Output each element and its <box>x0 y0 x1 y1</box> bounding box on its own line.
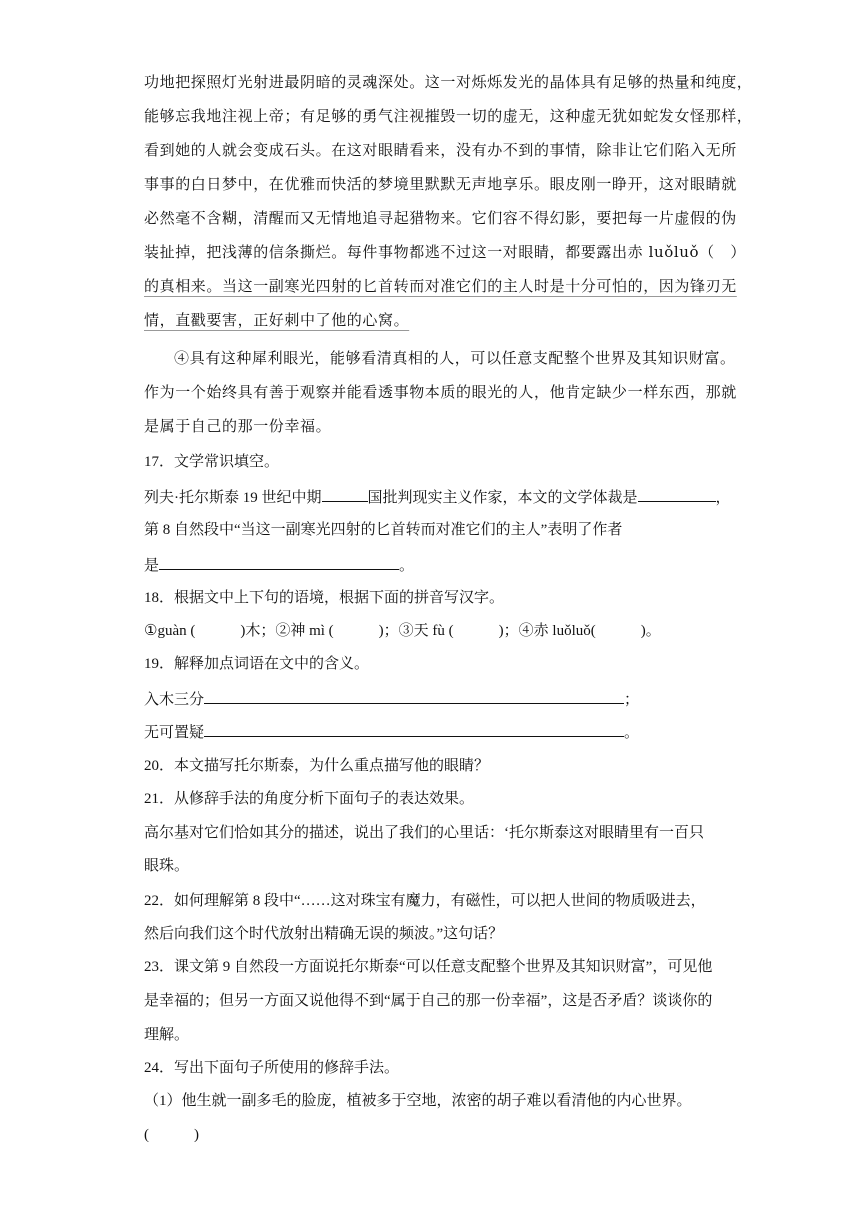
question-22-line-2: 然后向我们这个时代放射出精确无误的频波。”这句话？ <box>144 926 504 942</box>
paragraph-4-line: ④具有这种犀利眼光，能够看清真相的人，可以任意支配整个世界及其知识财富。 <box>174 349 736 367</box>
passage-line: 看到她的人就会变成石头。在这对眼睛看来，没有办不到的事情，除非让它们陷入无所 <box>144 141 737 159</box>
passage-line: 功地把探照灯光射进最阴暗的灵魂深处。这一对烁烁发光的晶体具有足够的热量和纯度， <box>144 73 753 91</box>
q17-text-c: ， <box>715 490 731 506</box>
paragraph-4-line: 作为一个始终具有善于观察并能看透事物本质的眼光的人，他肯定缺少一样东西，那就 <box>144 383 737 401</box>
q19-term-a: 入木三分 <box>144 692 205 708</box>
q17-text-d: 是 <box>144 558 160 574</box>
q17-text-a: 列夫·托尔斯泰 19 世纪中期 <box>144 490 322 506</box>
q17-blank-genre[interactable] <box>638 487 716 502</box>
question-17-line-1 <box>144 487 731 508</box>
question-21-title: 21．从修辞手法的角度分析下面句子的表达效果。 <box>144 791 475 807</box>
question-17-title: 17．文学常识填空。 <box>144 454 280 470</box>
question-17-line-2: 第 8 自然段中“当这一副寒光四射的匕首转而对准它们的主人”表明了作者 <box>144 522 623 538</box>
q19-term-b: 无可置疑 <box>144 725 205 741</box>
q19-blank-a[interactable] <box>204 689 624 704</box>
question-21-line-1: 高尔基对它们恰如其分的描述，说出了我们的心里话：‘托尔斯泰这对眼睛里有一百只 <box>144 825 704 841</box>
question-24-title: 24．写出下面句子所使用的修辞手法。 <box>144 1060 400 1076</box>
q17-blank-author[interactable] <box>159 555 399 570</box>
passage-line-underlined: 情，直戳要害，正好刺中了他的心窝。 <box>144 311 410 329</box>
question-18-title: 18．根据文中上下句的语境，根据下面的拼音写汉字。 <box>144 590 505 606</box>
q17-text-b: 国批判现实主义作家，本文的文学体裁是 <box>367 490 638 506</box>
question-21-line-2: 眼珠。 <box>144 858 190 874</box>
question-23-line-3: 理解。 <box>144 1027 190 1043</box>
question-23-line-1: 23．课文第 9 自然段一方面说托尔斯泰“可以任意支配整个世界及其知识财富”，可见他 <box>144 959 713 975</box>
question-22-line-1: 22．如何理解第 8 段中“……这对珠宝有魔力，有磁性，可以把人世间的物质吸进去， <box>144 893 706 909</box>
question-18-answers[interactable]: ①guàn ( )木；②神 mì ( )；③天 fù ( )；④赤 luǒluǒ( )。 <box>144 623 661 639</box>
question-20: 20．本文描写托尔斯泰，为什么重点描写他的眼睛？ <box>144 758 490 774</box>
q19-blank-b[interactable] <box>204 722 624 737</box>
question-19-item-b <box>144 722 639 743</box>
passage-line: 能够忘我地注视上帝；有足够的勇气注视摧毁一切的虚无，这种虚无犹如蛇发女怪那样， <box>144 107 753 125</box>
q17-text-e: 。 <box>399 558 415 574</box>
question-24-answer-1[interactable]: ( ) <box>144 1127 199 1143</box>
paragraph-4-line: 是属于自己的那一份幸福。 <box>144 417 332 435</box>
passage-line: 必然毫不含糊，清醒而又无情地追寻起猎物来。它们容不得幻影，要把每一片虚假的伪 <box>144 209 737 227</box>
passage-line: 装扯掉，把浅薄的信条撕烂。每件事物都逃不过这一对眼睛，都要露出赤 luǒluǒ（ ） <box>144 243 746 261</box>
question-19-title: 19．解释加点词语在文中的含义。 <box>144 656 370 672</box>
question-24-item-1: （1）他生就一副多毛的脸庞，植被多于空地，浓密的胡子难以看清他的内心世界。 <box>144 1093 692 1109</box>
q19-end-a: ； <box>624 692 640 708</box>
question-19-item-a <box>144 689 639 710</box>
passage-line: 事事的白日梦中，在优雅而快活的梦境里默默无声地享乐。眼皮刚一睁开，这对眼睛就 <box>144 175 737 193</box>
q17-blank-country[interactable] <box>322 487 368 502</box>
question-23-line-2: 是幸福的；但另一方面又说他得不到“属于自己的那一份幸福”，这是否矛盾？谈谈你的 <box>144 993 713 1009</box>
q19-end-b: 。 <box>624 725 640 741</box>
question-17-line-3 <box>144 555 414 576</box>
passage-line-underlined: 的真相来。当这一副寒光四射的匕首转而对准它们的主人时是十分可怕的，因为锋刃无 <box>144 277 737 295</box>
